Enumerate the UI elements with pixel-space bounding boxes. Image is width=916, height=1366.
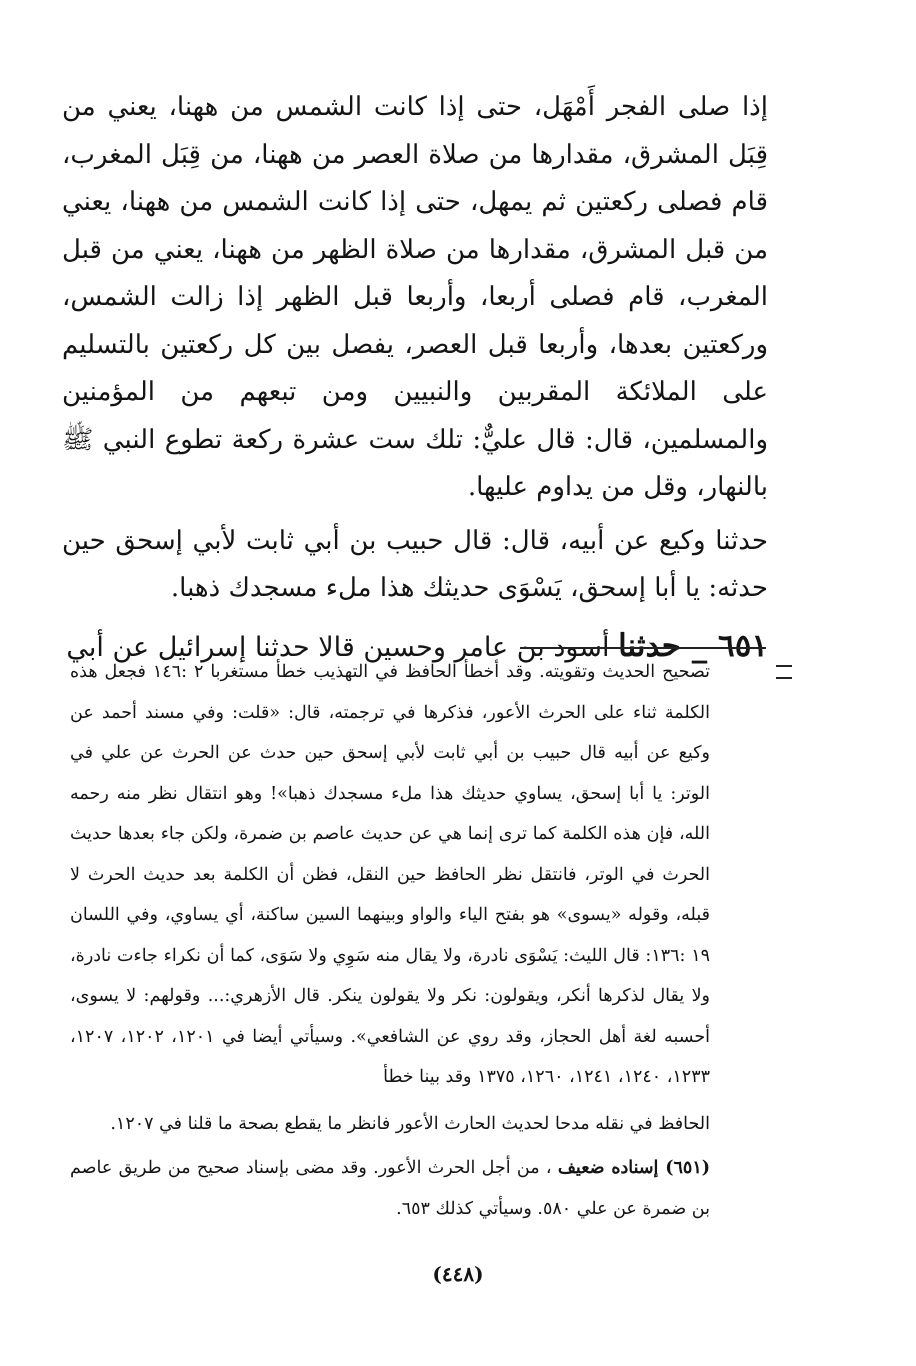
page-number: (٤٤٨) (432, 1262, 484, 1286)
hadith-number: ٦٥١ _ حدثنا (618, 627, 768, 664)
footnote-3-label: (٦٥١) إسناده ضعيف (557, 1158, 710, 1178)
continuation-mark (776, 665, 792, 679)
main-paragraph-2: حدثنا وكيع عن أبيه، قال: قال حبيب بن أبي ثابت لأبي إسحق حين حدثه: يا أبا إسحق، يَسْوَى حديثك هذا ملء مسجدك ذهبا. (62, 525, 768, 603)
main-paragraph-1: إذا صلى الفجر أَمْهَل، حتى إذا كانت الشمس من ههنا، يعني من قِبَل المشرق، مقدارها من صلاة العصر من ههنا، من قِبَل المغرب، قام فصلى ركعتين ثم يمهل، حتى إذا كانت الشمس من ههنا، يعني من قبل المشرق، مقدارها من صلاة الظهر من ههنا، يعني من قبل المغرب، قام فصلى أربعا، وأربعا قبل الظهر إذا زالت الشمس، وركعتين بعدها، وأربعا قبل العصر، يفصل بين كل ركعتين بالتسليم على الملائكة المقربين والنبيين ومن تبعهم من المؤمنين والمسلمين، قال: قال عليٌّ: تلك ست عشرة ركعة تطوع النبي ﷺ بالنهار، وقل من يداوم عليها. (62, 92, 768, 502)
footnote-2: الحافظ في نقله مدحا لحديث الحارث الأعور فانظر ما يقطع بصحة ما قلنا في ١٢٠٧. (110, 1113, 710, 1134)
footnote-separator (520, 647, 766, 649)
hadith-text: أسود بن عامر وحسين قالا حدثنا إسرائيل عن أبي (66, 631, 610, 663)
footnotes (70, 652, 710, 1229)
main-text (62, 84, 768, 671)
footnote-3-text: ، من أجل الحرث الأعور. وقد مضى بإسناد صحيح من طريق عاصم بن ضمرة عن علي ٥٨٠. وسيأتي كذلك ٦٥٣. (70, 1158, 710, 1219)
footnote-3 (70, 1148, 710, 1229)
footnote-1: تصحيح الحديث وتقويته. وقد أخطأ الحافظ في التهذيب خطأ مستغربا ٢ :١٤٦ فجعل هذه الكلمة ثناء على الحرث الأعور، فذكرها في ترجمته، قال: «قلت: وفي مسند أحمد عن وكيع عن أبيه قال حبيب بن أبي ثابت لأبي إسحق حين حدث عن الحرث عن علي في الوتر: يا أبا إسحق، يساوي حديثك هذا ملء مسجدك ذهبا»! وهو انتقال نظر منه رحمه الله، فإن هذه الكلمة كما ترى إنما هي عن حديث عاصم بن ضمرة، ولكن جاء بعدها حديث الحرث في الوتر، فانتقل نظر الحافظ حين النقل، فظن أن الكلمة بعد حديث الحرث لا قبله، وقوله «يسوى» هو بفتح الياء والواو وبينهما السين ساكنة، أي يساوي، وفي اللسان ١٩ :١٣٦: قال الليث: يَسْوَى نادرة، ولا يقال منه سَوِي ولا سَوَى، كما أن نكراء جاءت نادرة، ولا يقال لذكرها أنكر، ويقولون: نكر ولا يقولون ينكر. قال الأزهري:... وقولهم: لا يسوى، أحسبه لغة أهل الحجاز، وقد روي عن الشافعي». وسيأتي أيضا في ١٢٠١، ١٢٠٢، ١٢٠٧، ١٢٣٣، ١٢٤٠، ١٢٤١، ١٢٦٠، ١٣٧٥ وقد بينا خطأ (70, 662, 711, 1087)
